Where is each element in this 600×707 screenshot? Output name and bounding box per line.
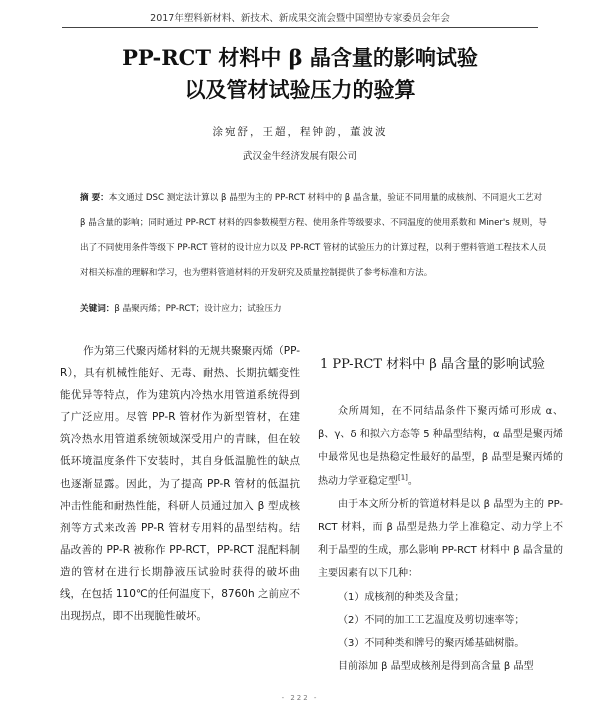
body-paragraph-2: 由于本文所分析的管道材料是以 β 晶型为主的 PP-RCT 材料，而 β 晶型是热力学上准稳定、动力学上不利于晶型的生成，那么影响 PP-RCT 材料中 β 晶含量的主要因素有以下几种： [318,498,563,580]
authors: 涂宛舒，王超，程钟韵，董波波 [212,126,388,138]
right-column [318,400,563,678]
body-paragraph-3: 目前添加 β 晶型成核剂是得到高含量 β 晶型 [338,661,534,673]
keywords-label: 关键词： [80,304,115,314]
paper-title-line-2: 以及管材试验压力的验算 [184,77,416,102]
body-paragraph-1-text: 众所周知，在不同结晶条件下聚丙烯可形成 α、β、γ、δ 和拟六方态等 5 种晶型结构，α 晶型是聚丙烯中最常见也是热稳定性最好的晶型，β 晶型是聚丙烯的热动力学亚稳定型 [318,406,563,487]
left-column [60,340,300,627]
section-heading: 1 PP-RCT 材料中 β 晶含量的影响试验 [320,357,545,372]
running-header: 2017年塑料新材料、新技术、新成果交流会暨中国塑协专家委员会年会 [150,13,450,24]
header-rule [62,27,538,28]
body-paragraph-1 [318,400,563,493]
citation-ref: [1] [398,473,408,482]
intro-paragraph: 作为第三代聚丙烯材料的无规共聚聚丙烯（PP-R），具有机械性能好、无毒、耐热、长期抗蠕变性能优异等特点，作为建筑内冷热水用管道系统得到了广泛应用。尽管 PP-R 管材作为新型管材，在建筑冷热水用管道系统领域深受用户的青睐，但在较低环境温度条件下安装时，其自身低温脆性的缺点也逐渐显露。因此，为了提高 PP-R 管材的低温抗冲击性能和耐热性能，科研人员通过加入 β 型成核剂等方式来改善 PP-R 管材专用料的晶型结构。结晶改善的 PP-R 被称作 PP-RCT，PP-RCT 混配料制造的管材在进行长期静液压试验时获得的破坏曲线，在包括 110℃的任何温度下，8760h 之前应不出现拐点，即不出现脆性破坏。 [60,345,300,623]
list-item: （2）不同的加工工艺温度及剪切速率等； [338,614,525,626]
body-paragraph-1-end: 。 [407,475,418,487]
page-number: - 222 - [281,694,319,702]
keywords [80,302,550,314]
paper-title-line-1: PP-RCT 材料中 β 晶含量的影响试验 [122,45,478,70]
affiliation: 武汉金牛经济发展有限公司 [242,151,357,162]
keywords-text: β 晶聚丙烯；PP-RCT；设计应力；试验压力 [114,304,282,314]
abstract-label: 摘 要： [80,193,109,203]
list-item: （1）成核剂的种类及含量； [338,591,465,603]
abstract [80,186,550,286]
list-item: （3）不同种类和牌号的聚丙烯基础树脂。 [338,638,525,650]
abstract-text: 本文通过 DSC 测定法计算以 β 晶型为主的 PP-RCT 材料中的 β 晶含量，验证不同用量的成核剂、不同退火工艺对 β 晶含量的影响；同时通过 PP-RCT 材料的四参数模型方程、使用条件等级要求、不同温度的使用系数和 Miner's 规则，导出了不同使用条件等级下 PP-RCT 管材的设计应力以及 PP-RCT 管材的试验压力的计算过程，以利于塑料管道工程技术人员对相关标准的理解和学习，也为塑料管道材料的开发研究及质量控制提供了参考标准和方法。 [80,193,547,278]
